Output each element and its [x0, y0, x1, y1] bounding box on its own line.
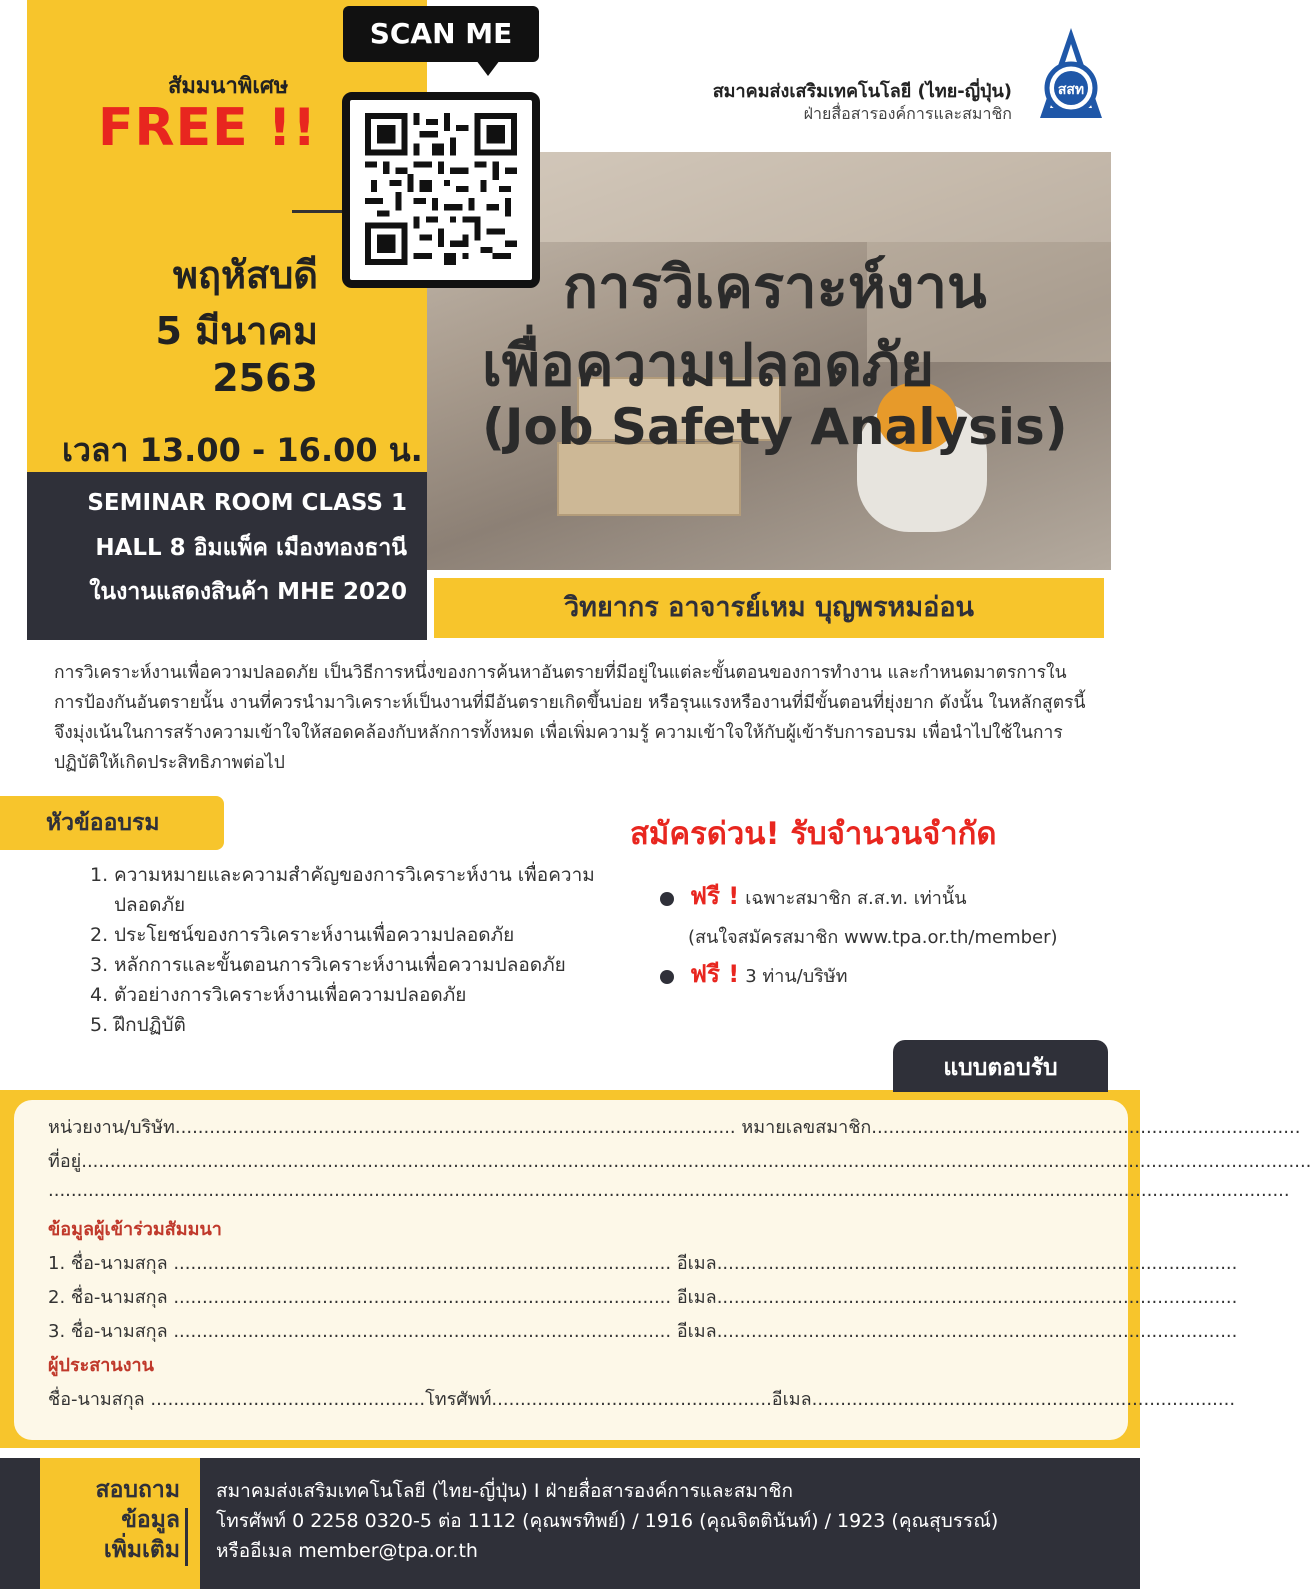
- venue-hall: HALL 8 อิมแพ็ค เมืองทองธานี: [95, 535, 407, 561]
- event-time: เวลา 13.00 - 16.00 น.: [62, 431, 423, 469]
- bullet-icon: [660, 892, 674, 906]
- topic-number: 2.: [90, 924, 109, 946]
- list-item: [90, 980, 610, 1010]
- topic-number: 4.: [90, 984, 109, 1006]
- list-item: [90, 920, 610, 950]
- footer-email[interactable]: หรืออีเมล member@tpa.or.th: [216, 1540, 478, 1562]
- footer-phone: โทรศัพท์ 0 2258 0320-5 ต่อ 1112 (คุณพรทิพย์) / 1916 (คุณจิตตินันท์) / 1923 (คุณสุบรรณ์): [216, 1510, 999, 1532]
- topics-list: [90, 860, 610, 1040]
- topic-text: หลักการและขั้นตอนการวิเคราะห์งานเพื่อความปลอดภัย: [114, 954, 566, 976]
- participant-1-field[interactable]: 1. ชื่อ-นามสกุล ....................................................................................... อีเมล...........................................................................................: [48, 1253, 1238, 1274]
- coordinator-heading: ผู้ประสานงาน: [48, 1355, 154, 1376]
- topic-text: ตัวอย่างการวิเคราะห์งานเพื่อความปลอดภัย: [114, 984, 467, 1006]
- coordinator-field[interactable]: ชื่อ-นามสกุล ................................................โทรศัพท์.................................................อีเมล..........................................................................: [48, 1389, 1236, 1410]
- form-tab: [893, 1040, 1108, 1092]
- participants-heading: ข้อมูลผู้เข้าร่วมสัมมนา: [48, 1219, 222, 1240]
- topic-text: ความหมายและความสำคัญของการวิเคราะห์งาน เพื่อความปลอดภัย: [114, 864, 595, 916]
- footer-divider: [185, 1508, 188, 1566]
- topic-number: 1.: [90, 864, 109, 886]
- offer-text: เฉพาะสมาชิก ส.ส.ท. เท่านั้น: [745, 888, 967, 909]
- registration-form: [14, 1100, 1311, 1440]
- course-description: การวิเคราะห์งานเพื่อความปลอดภัย เป็นวิธีการหนึ่งของการค้นหาอันตรายที่มีอยู่ในแต่ละขั้นตอนของการทำงาน และกำหนดมาตรการในการป้องกันอันตรายนั้น งานที่ควรนำมาวิเคราะห์เป็นงานที่มีอันตรายเกิดขึ้นบ่อย หรือรุนแรงหรืองานที่มีขั้นตอนที่ยุ่งยาก ดังนั้น ในหลักสูตรนี้จึงมุ่งเน้นในการสร้างความเข้าใจให้สอดคล้องกับหลักการทั้งหมด เพื่อเพิ่มความรู้ ความเข้าใจให้กับผู้เข้ารับการอบรม เพื่อนำไปใช้ในการปฏิบัติให้เกิดประสิทธิภาพต่อไป: [54, 663, 1086, 773]
- course-title-line3: (Job Safety Analysis): [482, 398, 1068, 456]
- footer-organization: สมาคมส่งเสริมเทคโนโลยี (ไทย-ญี่ปุ่น) I ฝ่ายสื่อสารองค์การและสมาชิก: [216, 1480, 793, 1502]
- speaker-name: วิทยากร อาจารย์เหม บุญพรหมอ่อน: [563, 592, 975, 623]
- venue-room: SEMINAR ROOM CLASS 1: [87, 490, 407, 516]
- qr-connector-line: [292, 210, 344, 213]
- free-label: FREE !!: [98, 98, 318, 158]
- qr-code-frame[interactable]: [342, 92, 540, 288]
- offer-members: [660, 876, 967, 915]
- organization-department: ฝ่ายสื่อสารองค์การและสมาชิก: [803, 104, 1012, 123]
- speaker-bar: [434, 578, 1104, 638]
- topic-number: 5.: [90, 1014, 109, 1036]
- form-tab-label: แบบตอบรับ: [943, 1055, 1058, 1081]
- participant-3-field[interactable]: 3. ชื่อ-นามสกุล ....................................................................................... อีเมล...........................................................................................: [48, 1321, 1238, 1342]
- topics-tab: [0, 796, 224, 850]
- company-field[interactable]: หน่วยงาน/บริษัท.................................................................................................. หมายเลขสมาชิก...........................................................................: [48, 1117, 1301, 1138]
- list-item: [90, 860, 610, 920]
- course-title-line1: การวิเคราะห์งาน: [563, 253, 987, 321]
- topic-text: ฝึกปฏิบัติ: [114, 1014, 186, 1036]
- event-year: 2563: [212, 356, 318, 400]
- scan-me-label: SCAN ME: [343, 6, 539, 62]
- address-field-2[interactable]: .........................................................................................................................................................................................................................: [48, 1180, 1290, 1201]
- list-item: [90, 950, 610, 980]
- venue-panel: [27, 472, 427, 640]
- list-item: [90, 1010, 610, 1040]
- register-heading: สมัครด่วน! รับจำนวนจำกัด: [630, 816, 997, 852]
- footer-contact-tab: [40, 1458, 200, 1589]
- footer-ask-line3: เพิ่มเติม: [103, 1537, 180, 1563]
- membership-link-text: (สนใจสมัครสมาชิก www.tpa.or.th/member): [688, 927, 1058, 948]
- org-logo-icon: [1032, 26, 1110, 122]
- topic-text: ประโยชน์ของการวิเคราะห์งานเพื่อความปลอดภัย: [114, 924, 515, 946]
- org-logo-text: สสท: [1057, 82, 1085, 98]
- topic-number: 3.: [90, 954, 109, 976]
- event-day: พฤหัสบดี: [172, 253, 318, 297]
- course-title-line2: เพื่อความปลอดภัย: [482, 331, 935, 399]
- topics-heading: หัวข้ออบรม: [46, 810, 160, 836]
- offer-free-label: ฟรี !: [690, 882, 740, 910]
- address-field[interactable]: ที่อยู่.......................................................................................................................................................................................................................: [48, 1151, 1311, 1172]
- event-date: 5 มีนาคม: [155, 309, 318, 353]
- venue-event: ในงานแสดงสินค้า MHE 2020: [89, 579, 407, 605]
- bullet-icon: [660, 970, 674, 984]
- offer-free-label: ฟรี !: [690, 960, 740, 988]
- footer-ask-line1: สอบถาม: [95, 1477, 180, 1503]
- participant-2-field[interactable]: 2. ชื่อ-นามสกุล ....................................................................................... อีเมล...........................................................................................: [48, 1287, 1238, 1308]
- scan-bubble-tail: [476, 60, 500, 76]
- footer-ask-line2: ข้อมูล: [121, 1507, 180, 1533]
- organization-name: สมาคมส่งเสริมเทคโนโลยี (ไทย-ญี่ปุ่น): [712, 81, 1012, 102]
- offer-text: 3 ท่าน/บริษัท: [745, 966, 848, 987]
- offer-company: [660, 954, 848, 993]
- special-seminar-label: สัมมนาพิเศษ: [168, 74, 289, 99]
- qr-code-icon[interactable]: [365, 113, 517, 265]
